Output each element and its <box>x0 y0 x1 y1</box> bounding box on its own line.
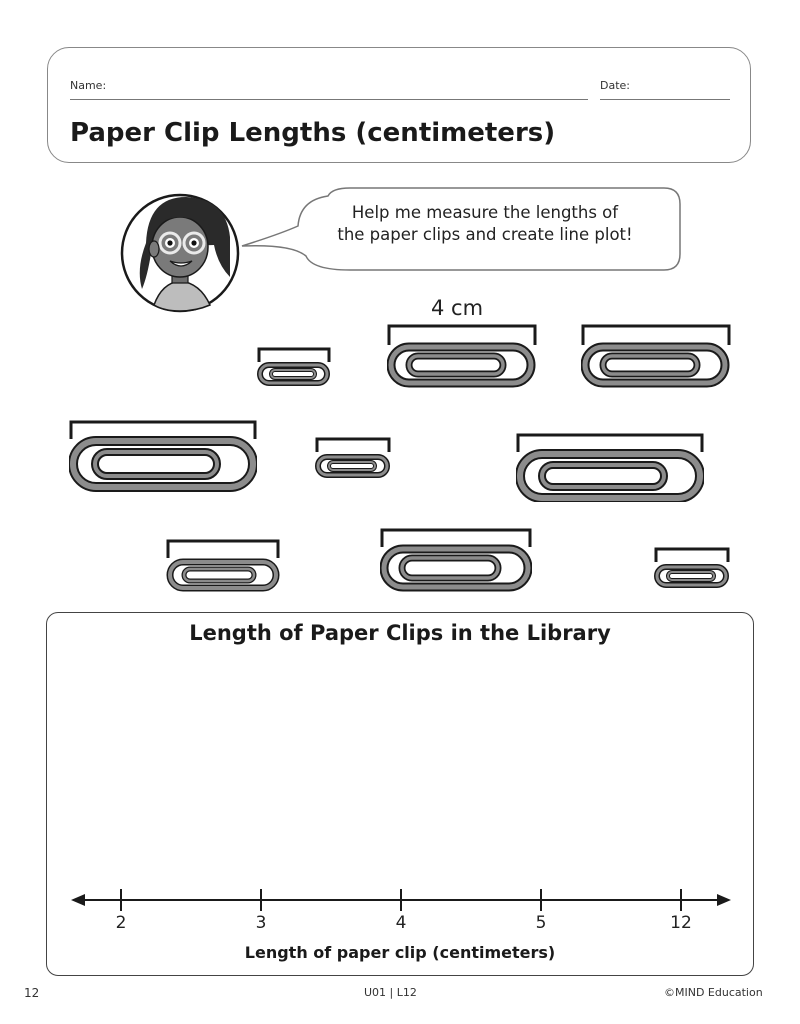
header-box <box>47 47 751 163</box>
right-arrow-icon <box>717 894 731 906</box>
line-plot-title: Length of Paper Clips in the Library <box>189 621 611 645</box>
paper-clip-9 <box>654 546 730 590</box>
line-plot-box <box>46 612 754 976</box>
page-number: 12 <box>24 986 40 1000</box>
date-label: Date: <box>600 79 630 92</box>
name-field[interactable] <box>70 99 588 100</box>
paper-clip-4 <box>69 419 257 493</box>
page-title: Paper Clip Lengths (centimeters) <box>70 118 556 148</box>
tick-label: 2 <box>115 913 127 933</box>
tick-label: 4 <box>395 913 407 933</box>
paper-clip-5 <box>315 436 391 480</box>
paper-clip-7 <box>166 538 280 594</box>
tick-label: 5 <box>535 913 547 933</box>
date-field[interactable] <box>600 99 730 100</box>
speech-line-2: the paper clips and create line plot! <box>337 225 633 244</box>
axis-label: Length of paper clip (centimeters) <box>244 943 556 962</box>
speech-line-1: Help me measure the lengths of <box>351 203 619 222</box>
paper-clip-6 <box>516 432 704 502</box>
paper-clip-2 <box>387 323 537 391</box>
speech-text <box>300 202 670 246</box>
paper-clip-1 <box>257 346 331 388</box>
left-arrow-icon <box>71 894 85 906</box>
unit-lesson-code: U01 | L12 <box>364 986 417 999</box>
name-label: Name: <box>70 79 107 92</box>
measure-label: 4 cm <box>431 296 484 320</box>
paper-clip-8 <box>380 527 532 593</box>
girl-avatar-image <box>118 185 246 317</box>
paper-clip-3 <box>581 323 731 391</box>
tick-label: 3 <box>255 913 267 933</box>
copyright: ©MIND Education <box>664 986 763 999</box>
tick-label: 12 <box>670 913 692 933</box>
